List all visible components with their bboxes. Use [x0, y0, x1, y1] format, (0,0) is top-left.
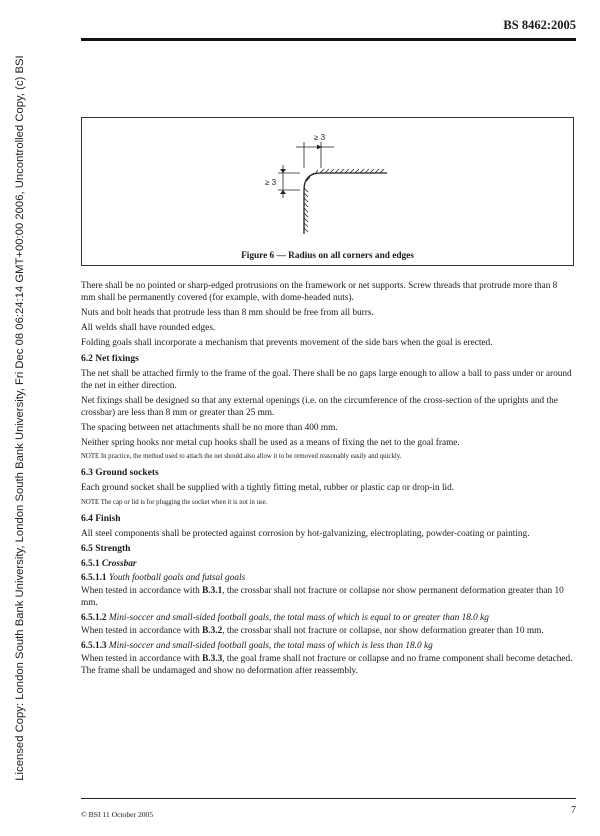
text-run: , the crossbar shall not fracture or collapse nor show permanent deformation greater than 10 mm. — [81, 585, 564, 608]
subclause-6-5-1-2 — [81, 612, 574, 624]
figure-caption: Figure 6 — Radius on all corners and edges — [241, 251, 414, 261]
subclause-title: Mini-soccer and small-sided football goals, the total mass of which is less than 18.0 kg — [108, 641, 433, 652]
heading-6-5-1 — [81, 558, 574, 570]
corner-profile — [304, 173, 387, 234]
paragraph: Each ground socket shall be supplied with a tightly fitting metal, rubber or plastic cap or drop-in lid. — [81, 483, 455, 494]
text-run: When tested in accordance with — [81, 654, 203, 665]
heading-6-3: 6.3 Ground sockets — [81, 468, 159, 479]
dim-left-label: ≥ 3 — [265, 178, 277, 187]
dim-top-label: ≥ 3 — [314, 133, 326, 142]
paragraph — [81, 653, 574, 677]
radius-diagram — [82, 118, 575, 267]
text-run: When tested in accordance with — [81, 585, 203, 596]
text-run: , the crossbar shall not fracture or collapse, nor show deformation greater than 10 mm. — [222, 626, 544, 637]
text-run: When tested in accordance with — [81, 626, 203, 637]
heading-6-5: 6.5 Strength — [81, 543, 131, 554]
paragraph: All welds shall have rounded edges. — [81, 323, 216, 334]
paragraph: There shall be no pointed or sharp-edged protrusions on the framework or net supports. Screw threads that protrude more than 8 mm shall be permanently covered (for example, with dome-headed nuts). — [81, 281, 558, 304]
paragraph: The spacing between net attachments shall be no more than 400 mm. — [81, 423, 338, 434]
heading-number: 6.5.1 — [81, 558, 100, 569]
paragraph: The net shall be attached firmly to the frame of the goal. There shall be no gaps large enough to allow a ball to pass under or around the net in either direction. — [81, 368, 572, 391]
paragraph: All steel components shall be protected against corrosion by hot-galvanizing, electroplating, powder-coating or painting. — [81, 528, 530, 539]
subclause-title: Youth football goals and futsal goals — [108, 572, 246, 583]
paragraph — [81, 625, 574, 637]
heading-6-2: 6.2 Net fixings — [81, 353, 139, 364]
subclause-number: 6.5.1.3 — [81, 641, 107, 652]
document-body — [81, 280, 574, 680]
clause-reference: B.3.1 — [202, 585, 223, 596]
subclause-6-5-1-1 — [81, 572, 574, 584]
clause-reference: B.3.2 — [202, 626, 223, 637]
paragraph: Folding goals shall incorporate a mechanism that prevents movement of the side bars when the goal is erected. — [81, 338, 493, 349]
note: NOTE In practice, the method used to attach the net should also allow it to be removed reasonably easily and quickly. — [81, 453, 402, 461]
paragraph: Neither spring hooks nor metal cup hooks shall be used as a means of fixing the net to the goal frame. — [81, 438, 460, 449]
heading-title: Crossbar — [101, 558, 137, 569]
standard-number: BS 8462:2005 — [503, 18, 576, 32]
page-number: 7 — [571, 805, 576, 816]
dimension-top — [296, 142, 334, 168]
paragraph — [81, 585, 574, 609]
subclause-6-5-1-3 — [81, 640, 574, 652]
paragraph: Nuts and bolt heads that protrude less than 8 mm should be free from all burrs. — [81, 308, 374, 319]
heading-6-4: 6.4 Finish — [81, 513, 121, 524]
figure-6 — [81, 117, 574, 266]
footer-rule — [81, 798, 576, 799]
subclause-number: 6.5.1.2 — [81, 613, 107, 624]
note: NOTE The cap or lid is for plugging the socket when it is not in use. — [81, 498, 268, 506]
paragraph: Net fixings shall be designed so that any external openings (i.e. on the circumference of the cross-section of the uprights and the crossbar) are less than 8 mm or greater than 25 mm. — [81, 395, 558, 419]
text-run: , the goal frame shall not fracture or collapse and no frame component shall become detached. The frame shall be undamaged and show no deformation after reassembly. — [81, 654, 573, 677]
clause-reference: B.3.3 — [202, 654, 223, 665]
header-rule — [81, 38, 576, 41]
license-watermark: Licensed Copy: London South Bank University, London South Bank University, Fri Dec 08 06:24:14 GMT+00:00 2006, Uncontrolled Copy, (c) BSI — [14, 55, 26, 781]
copyright-notice: © BSI 11 October 2005 — [81, 810, 154, 819]
subclause-number: 6.5.1.1 — [81, 572, 107, 583]
subclause-title: Mini-soccer and small-sided football goals, the total mass of which is equal to or greater than 18.0 kg — [108, 613, 489, 624]
